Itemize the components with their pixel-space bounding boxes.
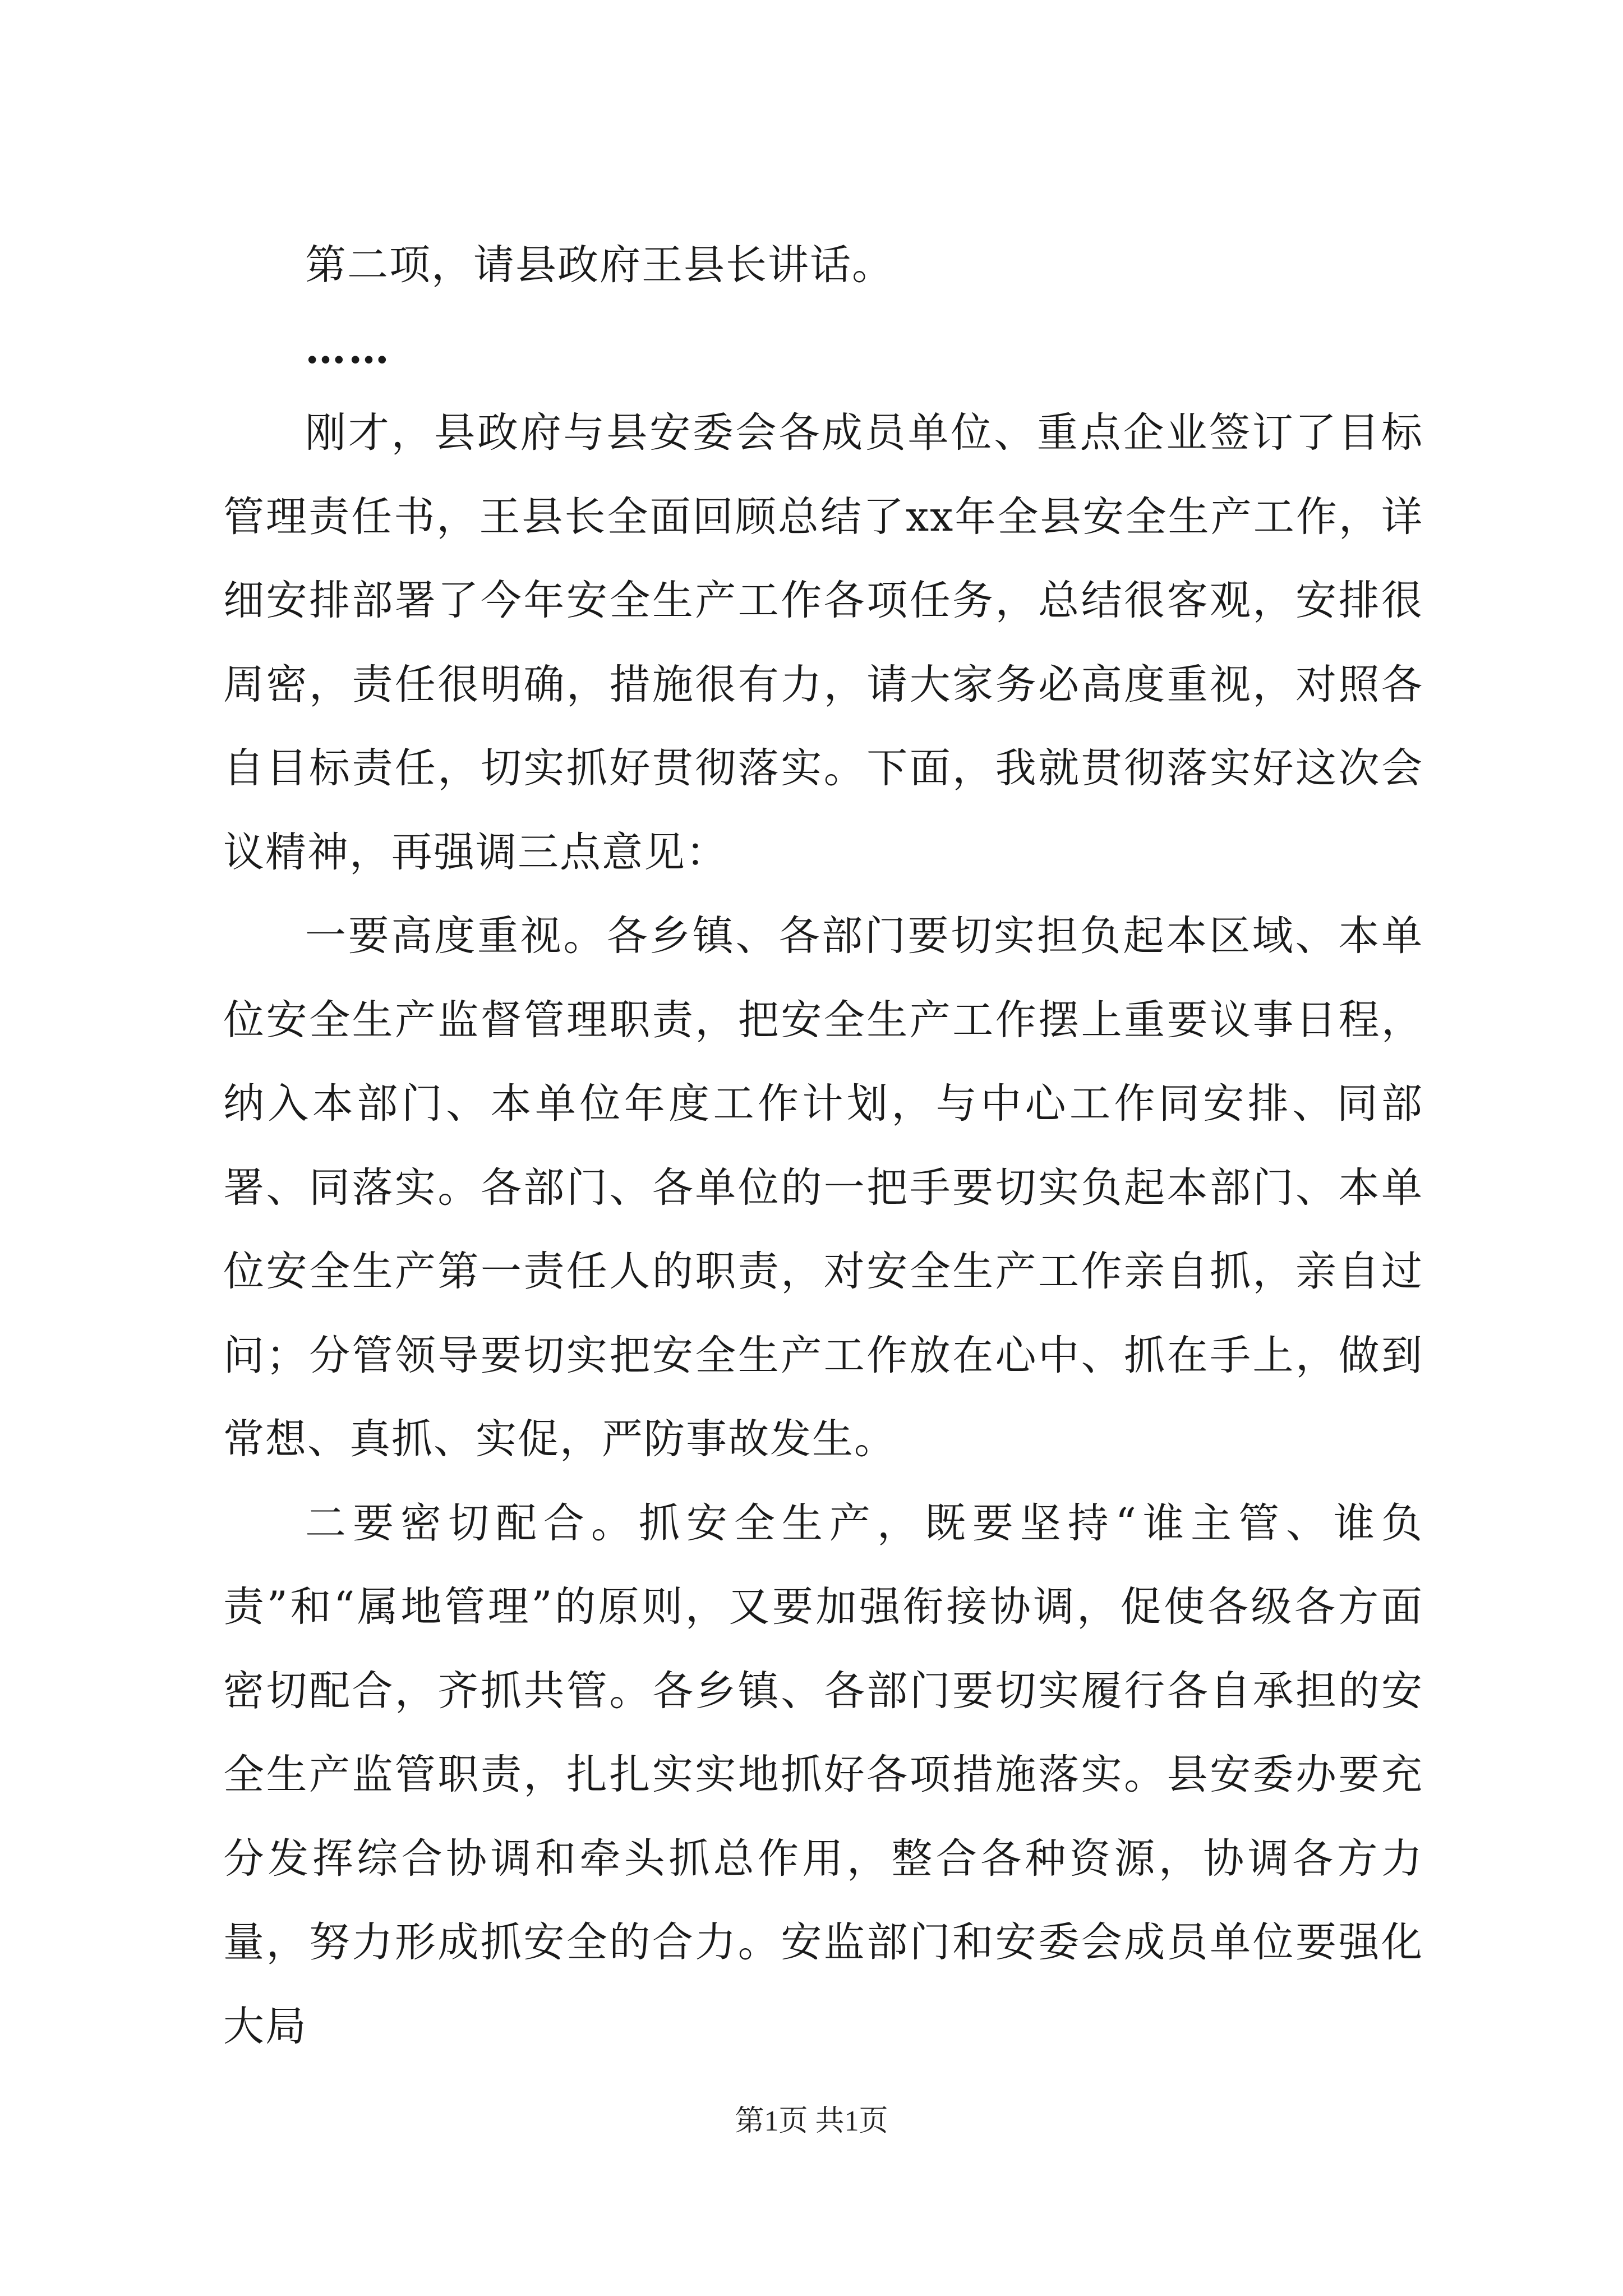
paragraph-point-two: 二要密切配合。抓安全生产，既要坚持“谁主管、谁负责”和“属地管理”的原则，又要加强衔接协调，促使各级各方面密切配合，齐抓共管。各乡镇、各部门要切实履行各自承担的安全生产监管职责，扎扎实实地抓好各项措施落实。县安委办要充分发挥综合协调和牵头抓总作用，整合各种资源，协调各方力量，努力形成抓安全的合力。安监部门和安委会成员单位要强化大局 <box>223 1499 1423 2050</box>
paragraph-summary: 刚才，县政府与县安委会各成员单位、重点企业签订了目标管理责任书，王县长全面回顾总结了xx年全县安全生产工作，详细安排部署了今年安全生产工作各项任务，总结很客观，安排很周密，责任很明确，措施很有力，请大家务必高度重视，对照各自目标责任，切实抓好贯彻落实。下面，我就贯彻落实好这次会议精神，再强调三点意见： <box>223 409 1423 876</box>
document-body <box>223 223 1423 2068</box>
paragraph-point-one: 一要高度重视。各乡镇、各部门要切实担负起本区域、本单位安全生产监督管理职责，把安全生产工作摆上重要议事日程，纳入本部门、本单位年度工作计划，与中心工作同安排、同部署、同落实。各部门、各单位的一把手要切实负起本部门、本单位安全生产第一责任人的职责，对安全生产工作亲自抓，亲自过问；分管领导要切实把安全生产工作放在心中、抓在手上，做到常想、真抓、实促，严防事故发生。 <box>223 912 1423 1463</box>
ellipsis-line: …… <box>305 324 391 373</box>
page-footer: 第1页 共1页 <box>735 2105 888 2137</box>
paragraph-agenda-item: 第二项，请县政府王县长讲话。 <box>305 241 894 289</box>
